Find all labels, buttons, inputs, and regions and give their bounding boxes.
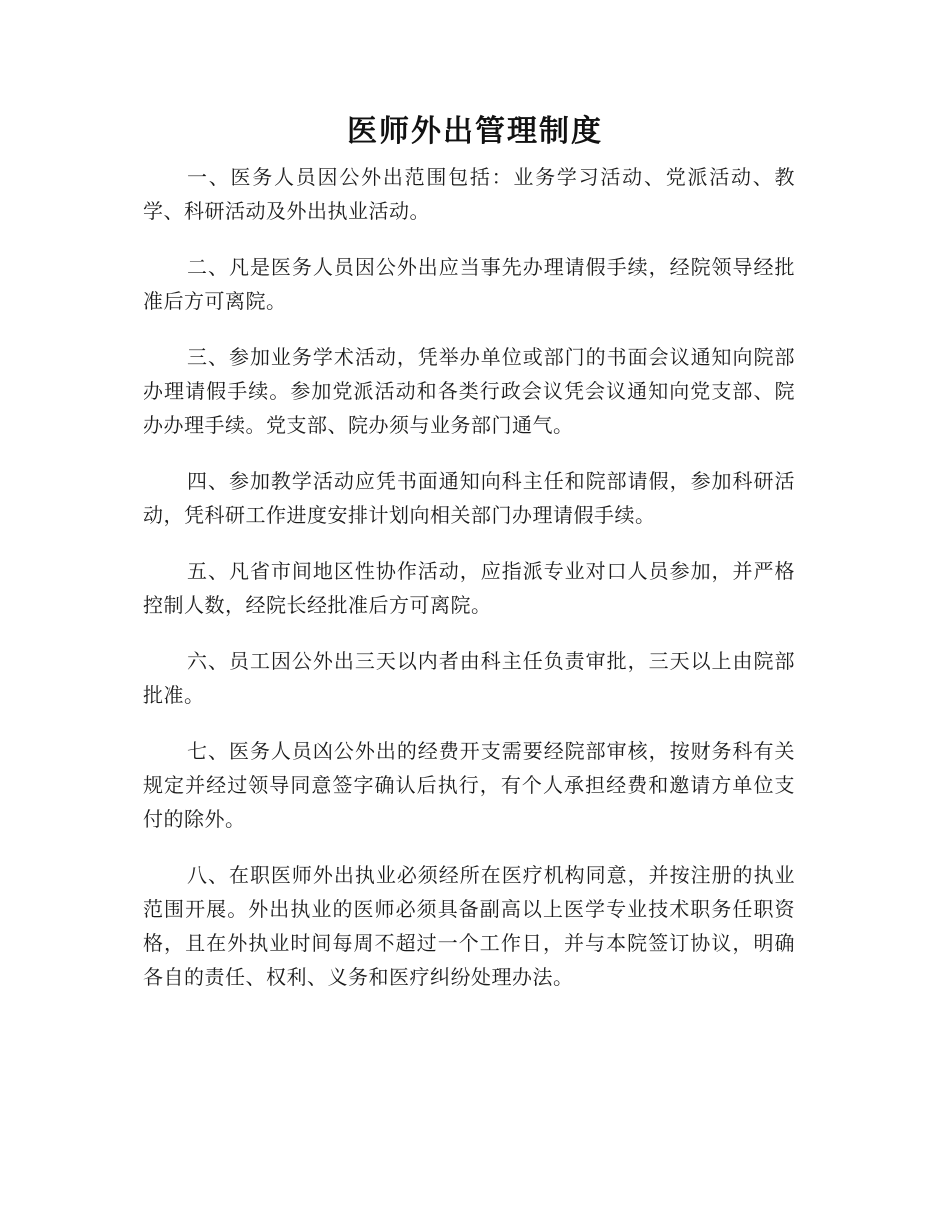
document-title: 医师外出管理制度 [347,114,603,149]
paragraph-1: 一、医务人员因公外出范围包括：业务学习活动、党派活动、教学、科研活动及外出执业活动。 [143,165,795,223]
paragraph-7: 七、医务人员凶公外出的经费开支需要经院部审核，按财务科有关规定并经过领导同意签字确认后执行，有个人承担经费和邀请方单位支付的除外。 [143,739,795,831]
paragraph-4: 四、参加教学活动应凭书面通知向科主任和院部请假，参加科研活动，凭科研工作进度安排计划向相关部门办理请假手续。 [143,469,795,527]
paragraph-5: 五、凡省市间地区性协作活动，应指派专业对口人员参加，并严格控制人数，经院长经批准后方可离院。 [143,559,795,617]
document-body [143,160,795,1016]
paragraph-2: 二、凡是医务人员因公外出应当事先办理请假手续，经院领导经批准后方可离院。 [143,255,795,313]
paragraph-8: 八、在职医师外出执业必须经所在医疗机构同意，并按注册的执业范围开展。外出执业的医师必须具备副高以上医学专业技术职务任职资格，且在外执业时间每周不超过一个工作日，并与本院签订协议，明确各自的责任、权利、义务和医疗纠纷处理办法。 [143,863,795,989]
paragraph-6: 六、员工因公外出三天以内者由科主任负责审批，三天以上由院部批准。 [143,649,795,707]
paragraph-3: 三、参加业务学术活动，凭举办单位或部门的书面会议通知向院部办理请假手续。参加党派活动和各类行政会议凭会议通知向党支部、院办办理手续。党支部、院办须与业务部门通气。 [143,345,795,437]
